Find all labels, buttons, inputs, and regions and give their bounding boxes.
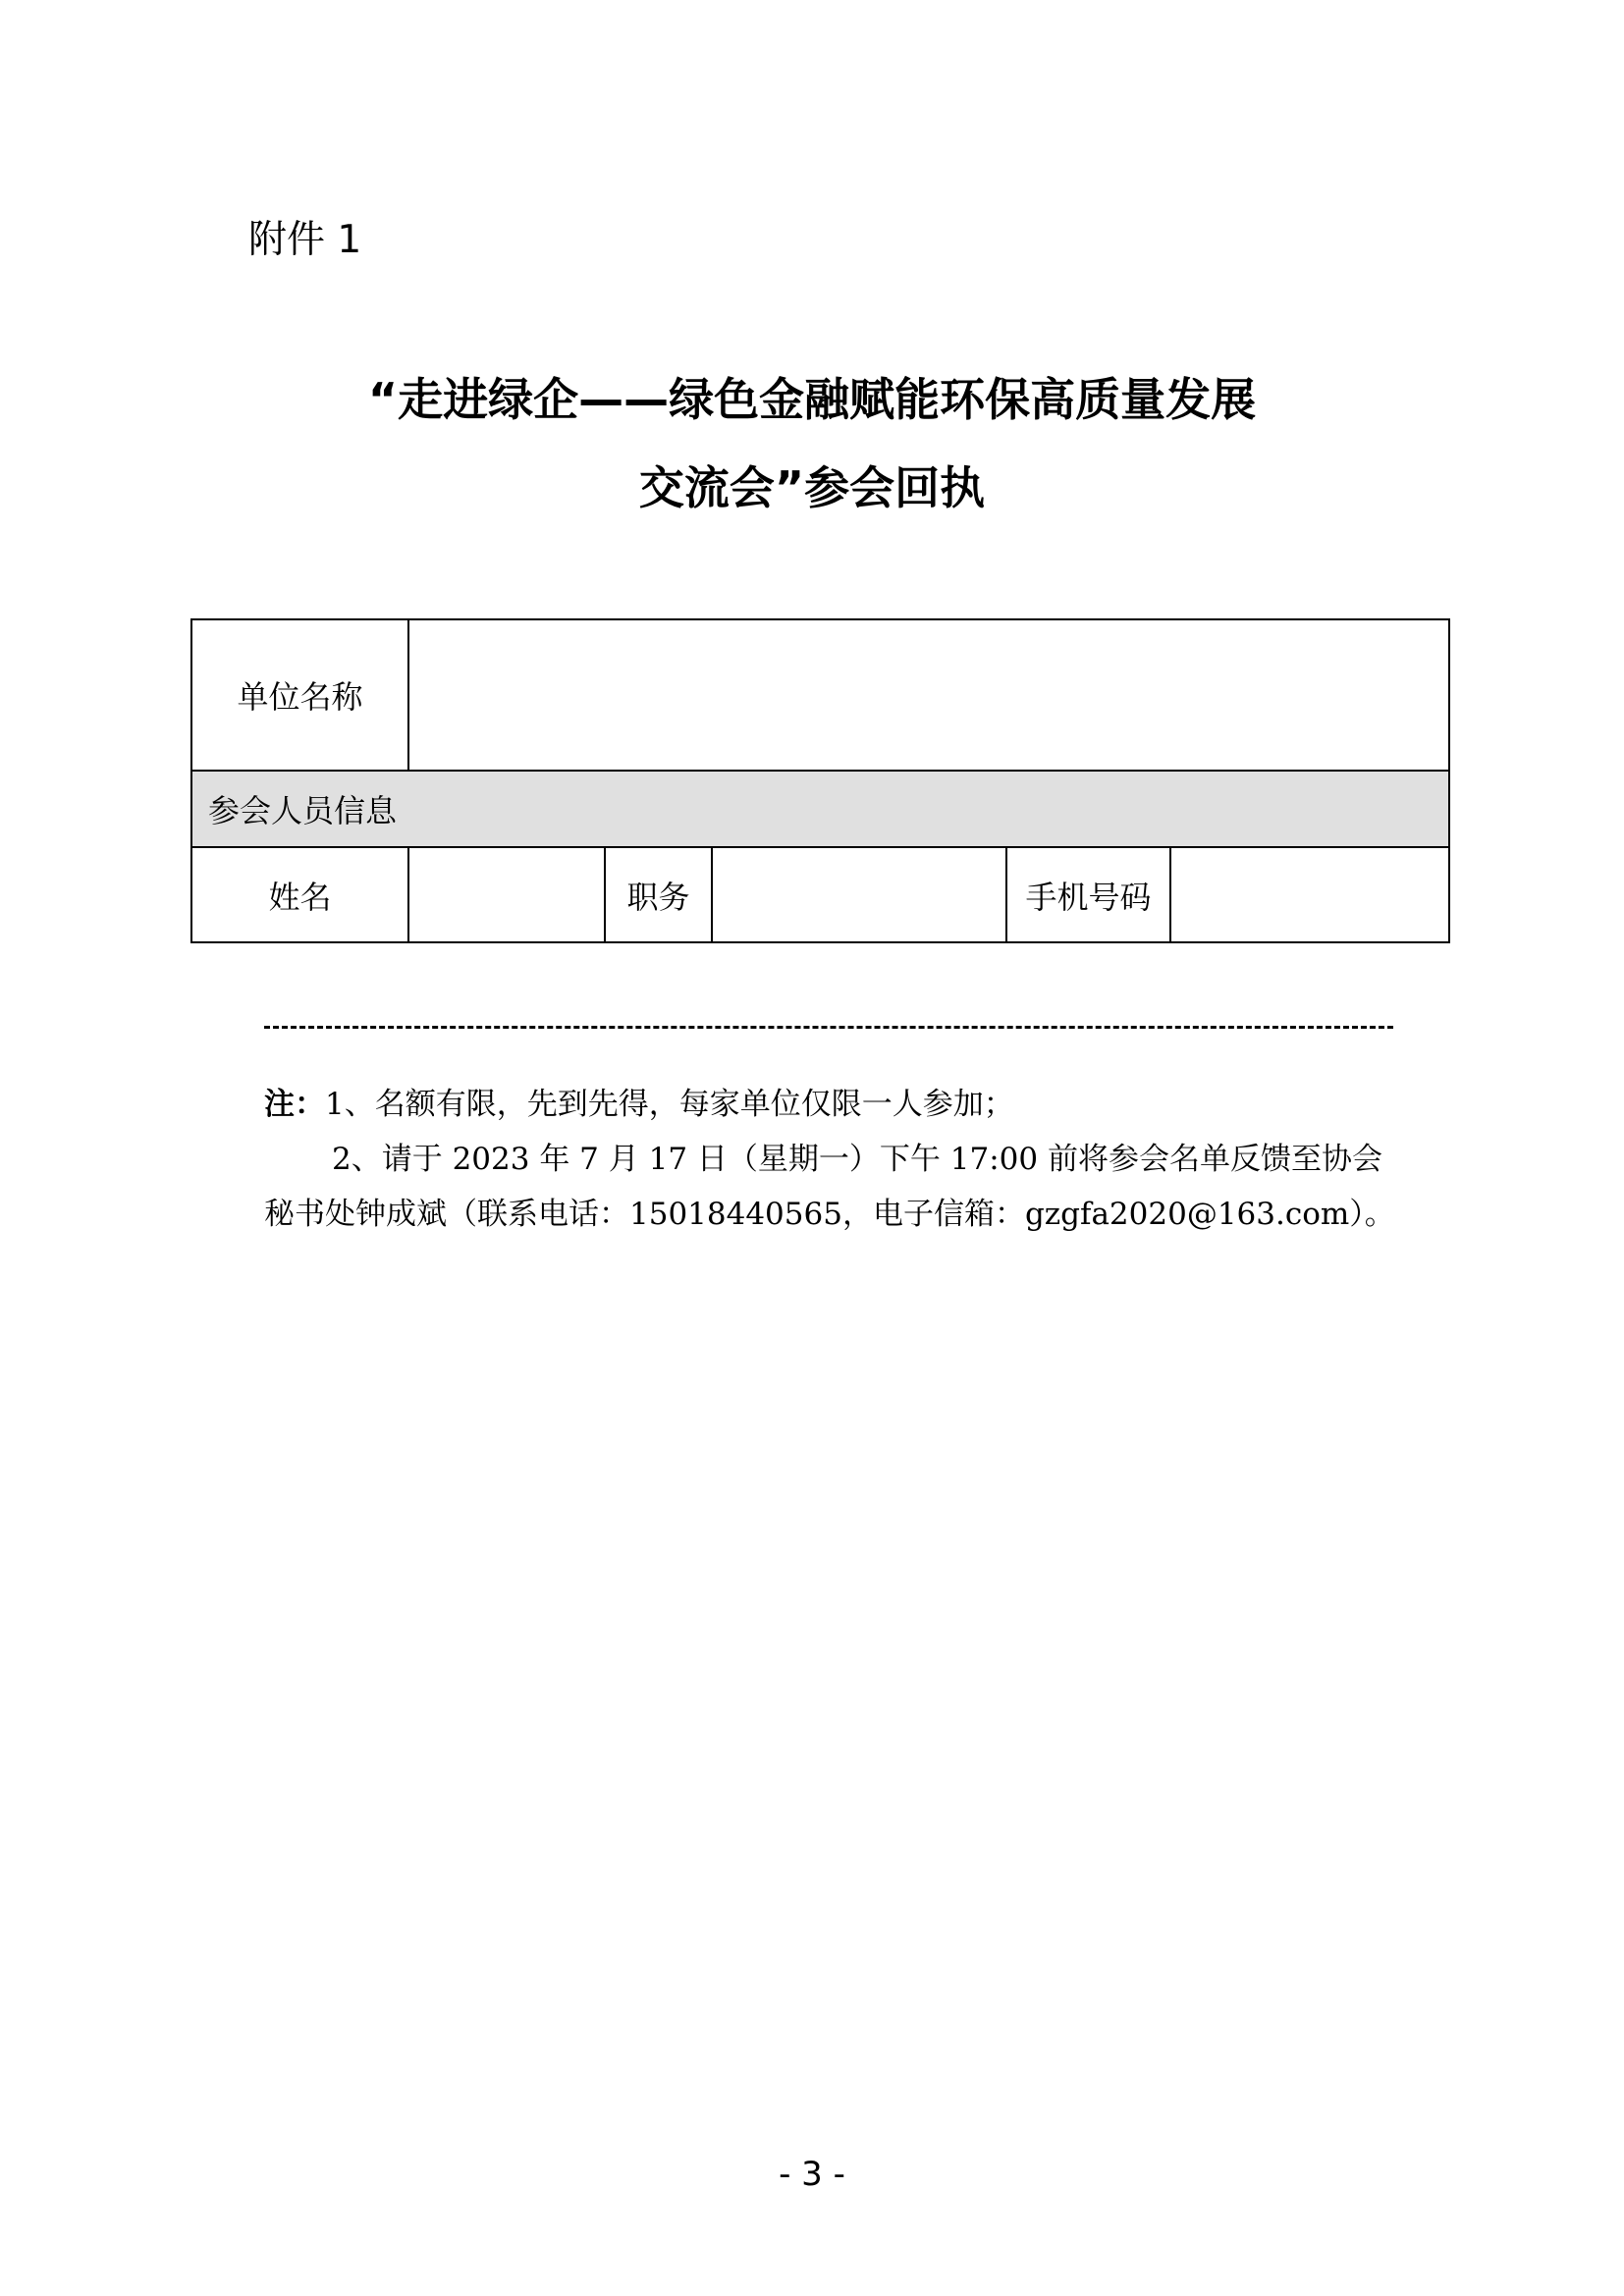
page-number: - 3 - <box>779 2155 845 2194</box>
note-item-1 <box>264 1077 1403 1132</box>
attendee-info-heading: 参会人员信息 <box>191 771 1449 847</box>
phone-field[interactable] <box>1170 847 1449 942</box>
document-title-line-2: 交流会”参会回执 <box>638 461 986 514</box>
position-field[interactable] <box>712 847 1006 942</box>
position-label: 职务 <box>605 847 712 942</box>
note-item-2-line-1: 2、请于 2023 年 7 月 17 日（星期一）下午 17:00 前将参会名单反馈至协会 <box>332 1142 1382 1177</box>
attendee-section-row <box>191 771 1449 847</box>
note-item-1-text: 1、名额有限，先到先得，每家单位仅限一人参加； <box>325 1087 1014 1122</box>
unit-name-row <box>191 619 1449 771</box>
unit-name-field[interactable] <box>408 619 1449 771</box>
dashed-separator <box>264 1026 1393 1029</box>
attendee-row <box>191 847 1449 942</box>
notes-section <box>264 1077 1403 1242</box>
phone-label: 手机号码 <box>1006 847 1170 942</box>
registration-form-table <box>190 618 1450 943</box>
name-field[interactable] <box>408 847 605 942</box>
name-label: 姓名 <box>191 847 408 942</box>
note-item-2-line-2: 秘书处钟成斌（联系电话：15018440565，电子信箱：gzgfa2020@163.com）。 <box>264 1197 1395 1232</box>
attachment-label: 附件 1 <box>248 218 362 262</box>
notes-label: 注： <box>264 1087 325 1122</box>
document-title-line-1: “走进绿企——绿色金融赋能环保高质量发展 <box>367 373 1257 426</box>
unit-name-label: 单位名称 <box>191 619 408 771</box>
